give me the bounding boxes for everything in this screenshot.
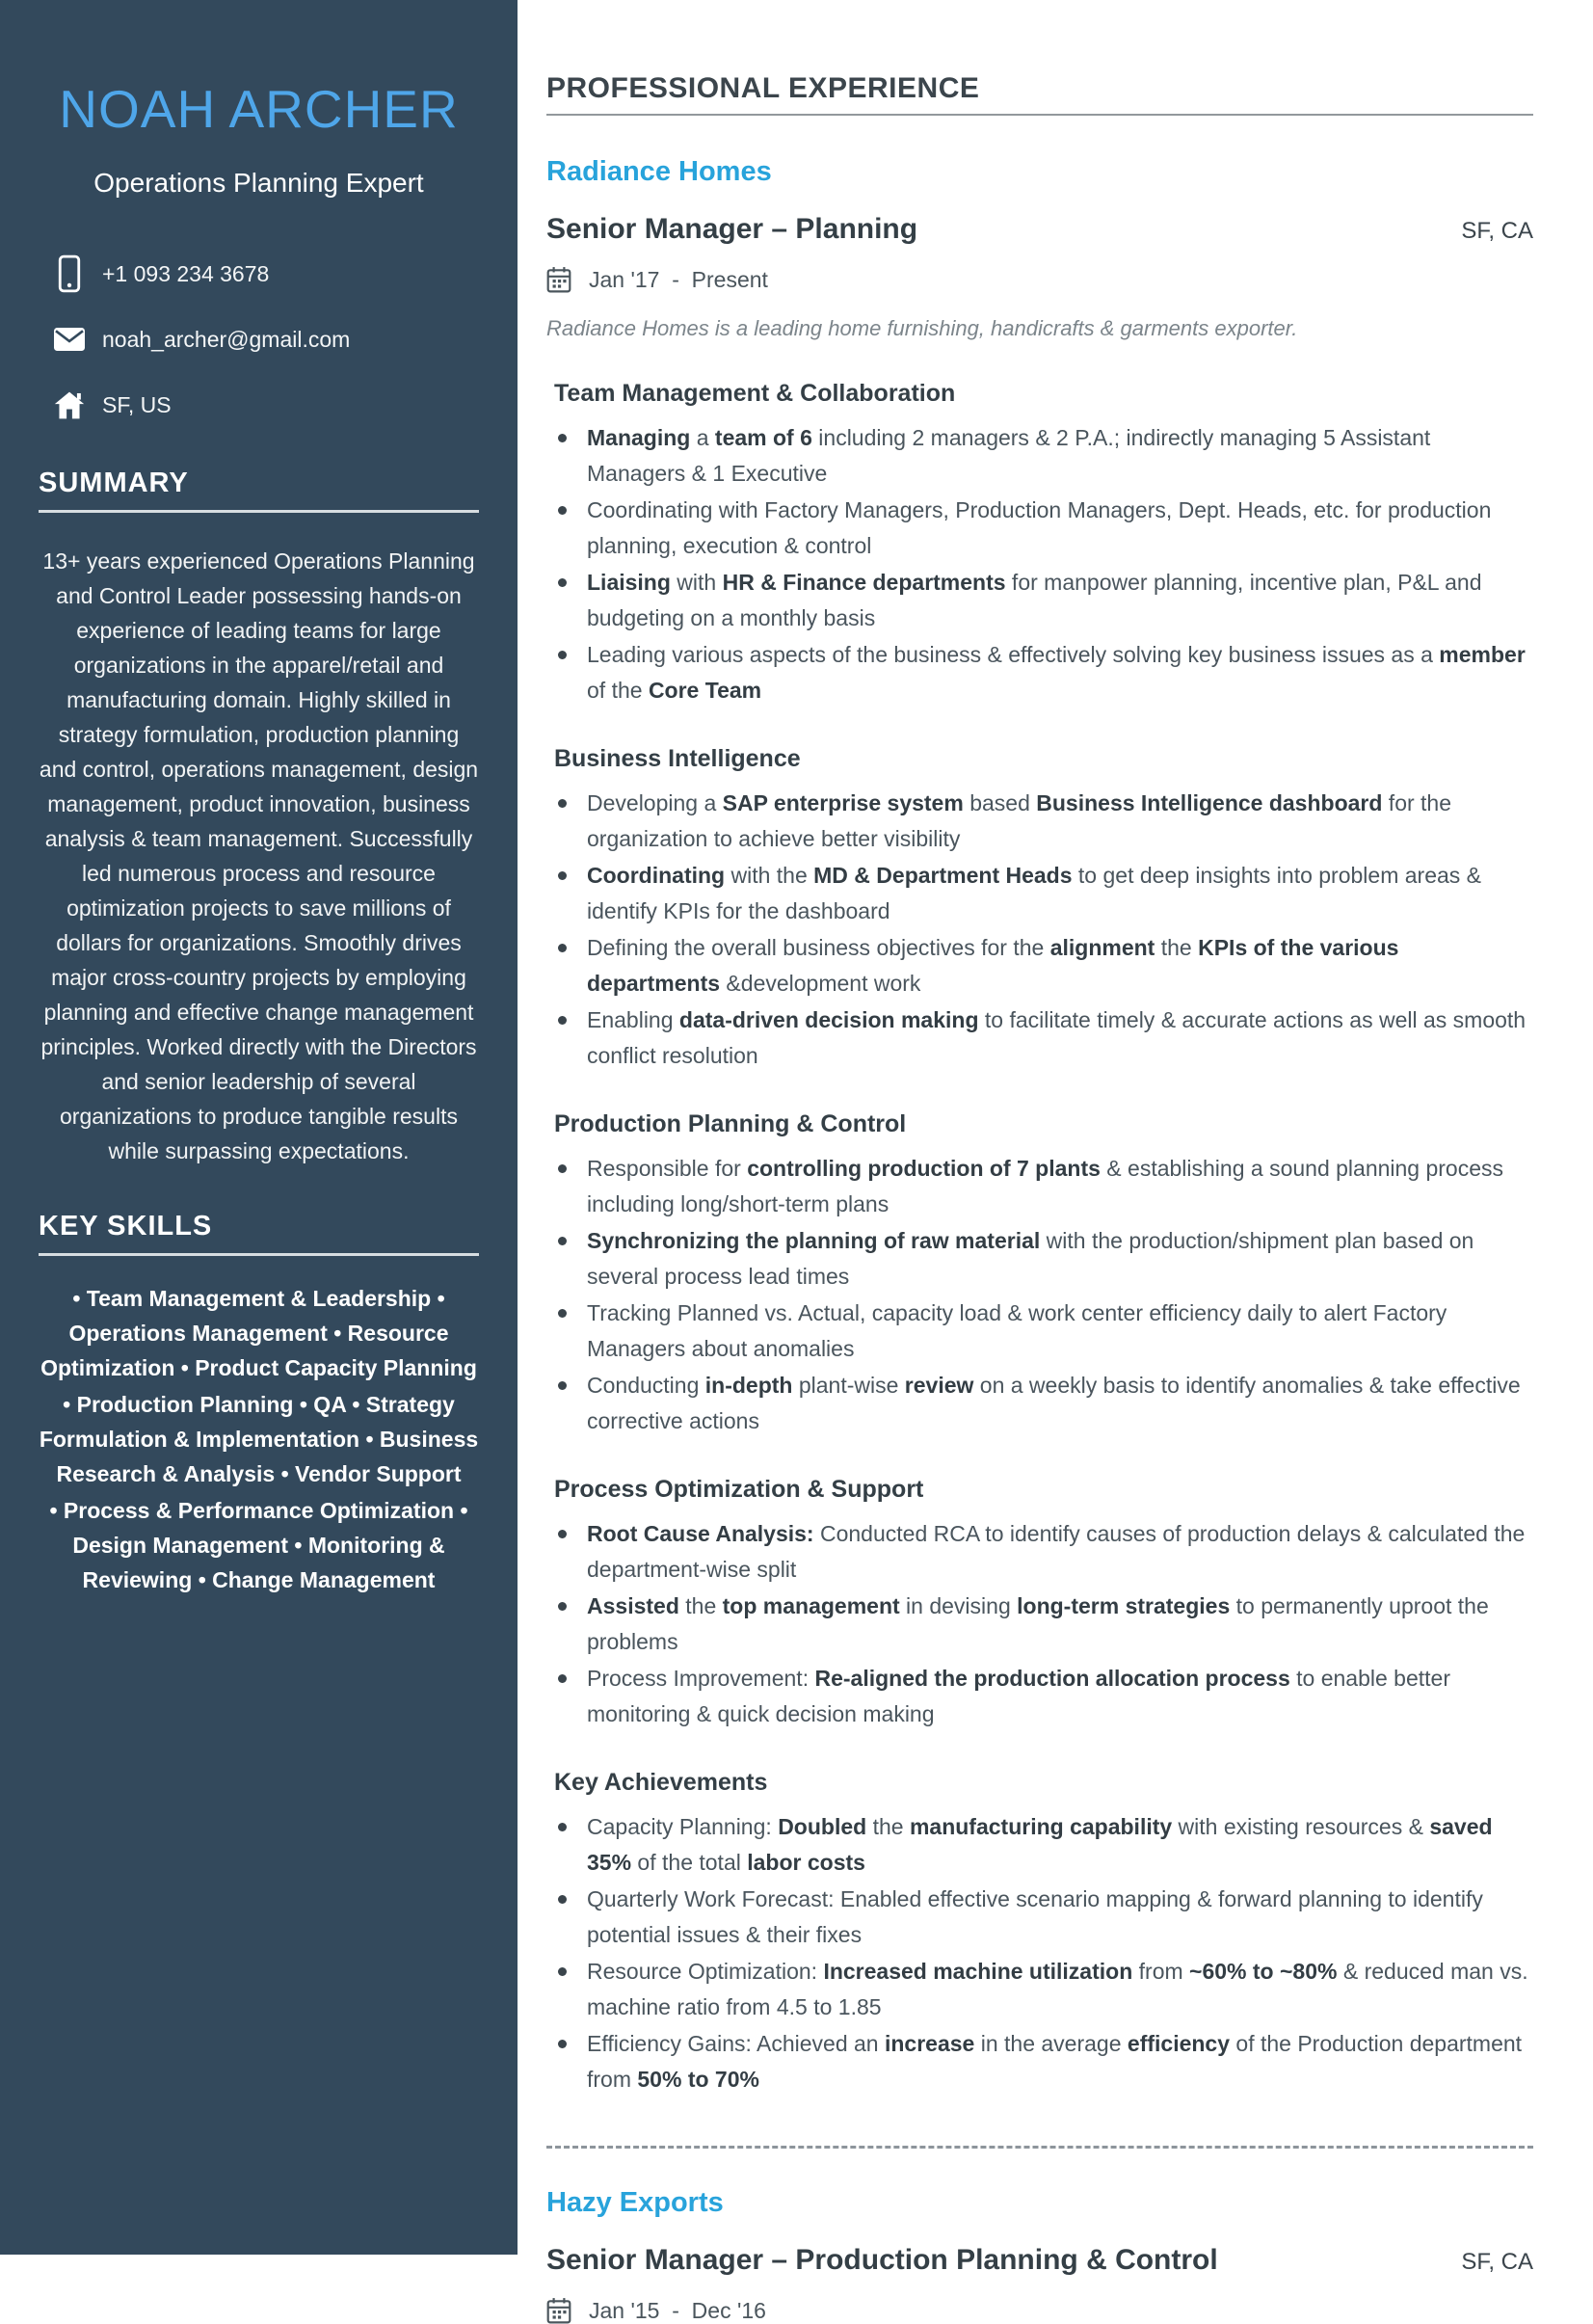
job-location: SF, CA: [1461, 218, 1533, 244]
subsection-title: Team Management & Collaboration: [554, 380, 956, 407]
bullet-list: [546, 1151, 1533, 1439]
candidate-name: NOAH ARCHER: [59, 79, 459, 139]
subsection-title: Production Planning & Control: [554, 1110, 907, 1137]
bullet-list: [546, 786, 1533, 1074]
bullet-item: Managing a team of 6 including 2 managers & 2 P.A.; indirectly managing 5 Assistant Managers & 1 Executive: [546, 420, 1533, 492]
calendar-icon: [546, 266, 575, 293]
subsection-team-management: [546, 380, 1533, 708]
bullet-item: Coordinating with Factory Managers, Production Managers, Dept. Heads, etc. for production planning, execution & control: [546, 493, 1533, 564]
bullet-item: Leading various aspects of the business & effectively solving key business issues as a member of the Core Team: [546, 637, 1533, 708]
bullet-item: Capacity Planning: Doubled the manufacturing capability with existing resources & saved 35% of the total labor costs: [546, 1809, 1533, 1881]
company-description: Radiance Homes is a leading home furnishing, handicrafts & garments exporter.: [546, 316, 1298, 340]
bullet-item: Enabling data-driven decision making to facilitate timely & accurate actions as well as smooth conflict resolution: [546, 1002, 1533, 1074]
calendar-icon: [546, 2297, 575, 2324]
bullet-item: Resource Optimization: Increased machine utilization from ~60% to ~80% & reduced man vs. machine ratio from 4.5 to 1.85: [546, 1954, 1533, 2025]
company-name: Radiance Homes: [546, 156, 772, 187]
job-radiance-homes: [546, 156, 1533, 2097]
heading-rule: [546, 114, 1533, 116]
bullet-item: Process Improvement: Re-aligned the production allocation process to enable better monitoring & quick decision making: [546, 1661, 1533, 1732]
bullet-list: [546, 1516, 1533, 1732]
bullet-item: Efficiency Gains: Achieved an increase in the average efficiency of the Production department from 50% to 70%: [546, 2026, 1533, 2097]
email-address: noah_archer@gmail.com: [102, 326, 351, 352]
role-row: [546, 214, 1533, 245]
employment-dates: Jan '17 - Present: [589, 266, 768, 292]
summary-rule: [39, 510, 479, 513]
bullet-item: Coordinating with the MD & Department Heads to get deep insights into problem areas & identify KPIs for the dashboard: [546, 858, 1533, 929]
bullet-item: Defining the overall business objectives for the alignment the KPIs of the various departments &development work: [546, 930, 1533, 1002]
subsection-key-achievements: [546, 1769, 1533, 2097]
bullet-item: Synchronizing the planning of raw material with the production/shipment plan based on several process lead times: [546, 1223, 1533, 1295]
key-skills-rule: [39, 1253, 479, 1256]
job-role: Senior Manager – Planning: [546, 213, 918, 245]
skills-group: • Team Management & Leadership • Operations Management • Resource Optimization • Product Capacity Planning: [40, 1286, 477, 1380]
subsection-title: Business Intelligence: [554, 745, 801, 772]
candidate-title: Operations Planning Expert: [93, 168, 424, 198]
phone-number: +1 093 234 3678: [102, 260, 270, 286]
job-hazy-exports: [546, 2187, 1533, 2324]
bullet-item: Developing a SAP enterprise system based Business Intelligence dashboard for the organization to achieve better visibility: [546, 786, 1533, 857]
bullet-item: Quarterly Work Forecast: Enabled effective scenario mapping & forward planning to identify potential issues & their fixes: [546, 1882, 1533, 1953]
company-name: Hazy Exports: [546, 2187, 724, 2218]
key-skills-section: [39, 1211, 479, 1597]
job-location: SF, CA: [1461, 2249, 1533, 2275]
contact-info: [50, 252, 479, 427]
subsection-process-optimization: [546, 1476, 1533, 1732]
home-icon: [50, 391, 89, 419]
contact-phone-row: [50, 252, 479, 296]
skills-list: [39, 1281, 479, 1597]
bullet-item: Conducting in-depth plant-wise review on a weekly basis to identify anomalies & take effective corrective actions: [546, 1368, 1533, 1439]
jobs-divider: [546, 2146, 1533, 2149]
location-text: SF, US: [102, 391, 172, 417]
summary-heading: SUMMARY: [39, 467, 189, 498]
bullet-item: Assisted the top management in devising long-term strategies to permanently uproot the problems: [546, 1589, 1533, 1660]
professional-experience-heading: PROFESSIONAL EXPERIENCE: [546, 72, 980, 104]
envelope-icon: [50, 328, 89, 351]
role-row: [546, 2245, 1533, 2276]
date-row: [546, 2297, 1533, 2324]
bullet-list: [546, 1809, 1533, 2097]
contact-email-row: [50, 317, 479, 361]
summary-text: 13+ years experienced Operations Planning and Control Leader possessing hands-on experience of leading teams for large organizations in the apparel/retail and manufacturing domain. Highly skilled in strategy formulation, production planning and control, operations management, design management, product innovation, business analysis & team management. Successfully led numerous process and resource optimization projects to save millions of dollars for organizations. Smoothly drives major cross-country projects by employing planning and effective change management principles. Worked directly with the Directors and senior leadership of several organizations to produce tangible results while surpassing expectations.: [39, 548, 479, 1163]
bullet-item: Root Cause Analysis: Conducted RCA to identify causes of production delays & calculated the department-wise split: [546, 1516, 1533, 1588]
date-row: [546, 266, 1533, 293]
contact-location-row: [50, 383, 479, 427]
bullet-item: Tracking Planned vs. Actual, capacity load & work center efficiency daily to alert Factory Managers about anomalies: [546, 1296, 1533, 1367]
job-role: Senior Manager – Production Planning & Control: [546, 2244, 1218, 2276]
subsection-business-intelligence: [546, 745, 1533, 1074]
skills-group: • Process & Performance Optimization • Design Management • Monitoring & Reviewing • Change Management: [49, 1498, 468, 1592]
main-content: [518, 0, 1593, 2323]
skills-group: • Production Planning • QA • Strategy Formulation & Implementation • Business Research & Analysis • Vendor Support: [39, 1392, 479, 1486]
subsection-production-planning: [546, 1110, 1533, 1439]
subsection-title: Key Achievements: [554, 1769, 768, 1796]
bullet-item: Responsible for controlling production of 7 plants & establishing a sound planning process including long/short-term plans: [546, 1151, 1533, 1222]
sidebar: [0, 0, 518, 2255]
bullet-item: Liaising with HR & Finance departments for manpower planning, incentive plan, P&L and budgeting on a monthly basis: [546, 565, 1533, 636]
summary-section: [39, 467, 479, 1168]
key-skills-heading: KEY SKILLS: [39, 1211, 213, 1242]
mobile-phone-icon: [50, 254, 89, 293]
employment-dates: Jan '15 - Dec '16: [589, 2297, 766, 2323]
bullet-list: [546, 420, 1533, 708]
subsection-title: Process Optimization & Support: [554, 1476, 924, 1503]
